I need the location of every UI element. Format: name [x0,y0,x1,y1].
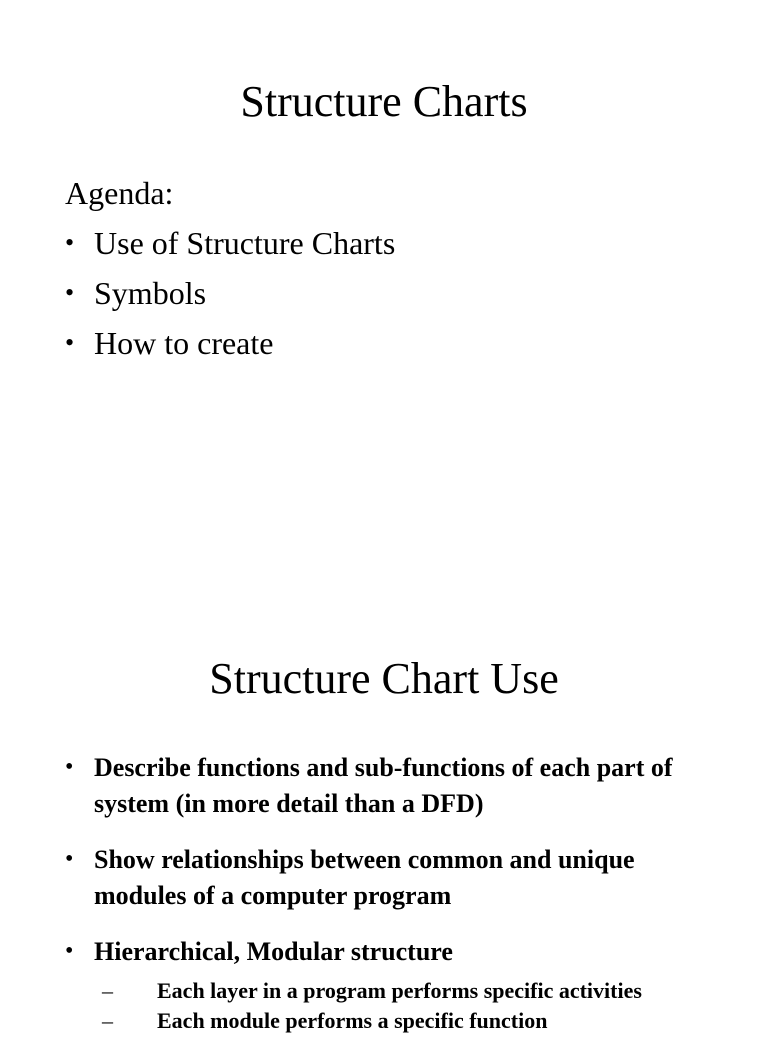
use-list [65,750,715,1056]
list-item [65,842,715,914]
sub-item-label: Each layer in a program performs specific activities [157,978,642,1003]
use-item-label: Describe functions and sub-functions of each part of system (in more detail than a DFD) [94,753,673,818]
dash-icon: – [102,978,113,1003]
list-item [65,934,715,1036]
dash-icon: – [102,1008,113,1033]
agenda-item-label: Use of Structure Charts [94,225,396,261]
slide-structure-charts [0,0,768,512]
bullet-icon: • [65,754,74,780]
bullet-icon: • [65,938,74,964]
use-item-label: Hierarchical, Modular structure [94,937,453,966]
bullet-icon: • [65,278,75,307]
use-item-label: Show relationships between common and unique modules of a computer program [94,845,635,910]
slide-structure-chart-use [0,512,768,1033]
agenda-label: Agenda: [65,175,174,211]
sub-list-item [65,1006,715,1036]
slide-title: Structure Charts [240,77,528,126]
sub-item-label: Each module performs a specific function [157,1008,548,1033]
sub-list-item [65,976,715,1006]
slide-title: Structure Chart Use [209,654,559,703]
bullet-icon: • [65,846,74,872]
bullet-icon: • [65,228,75,257]
agenda-item-label: How to create [94,325,274,361]
list-item [65,750,715,822]
bullet-icon: • [65,328,75,357]
sub-list [65,976,715,1036]
agenda-item-label: Symbols [94,275,207,311]
